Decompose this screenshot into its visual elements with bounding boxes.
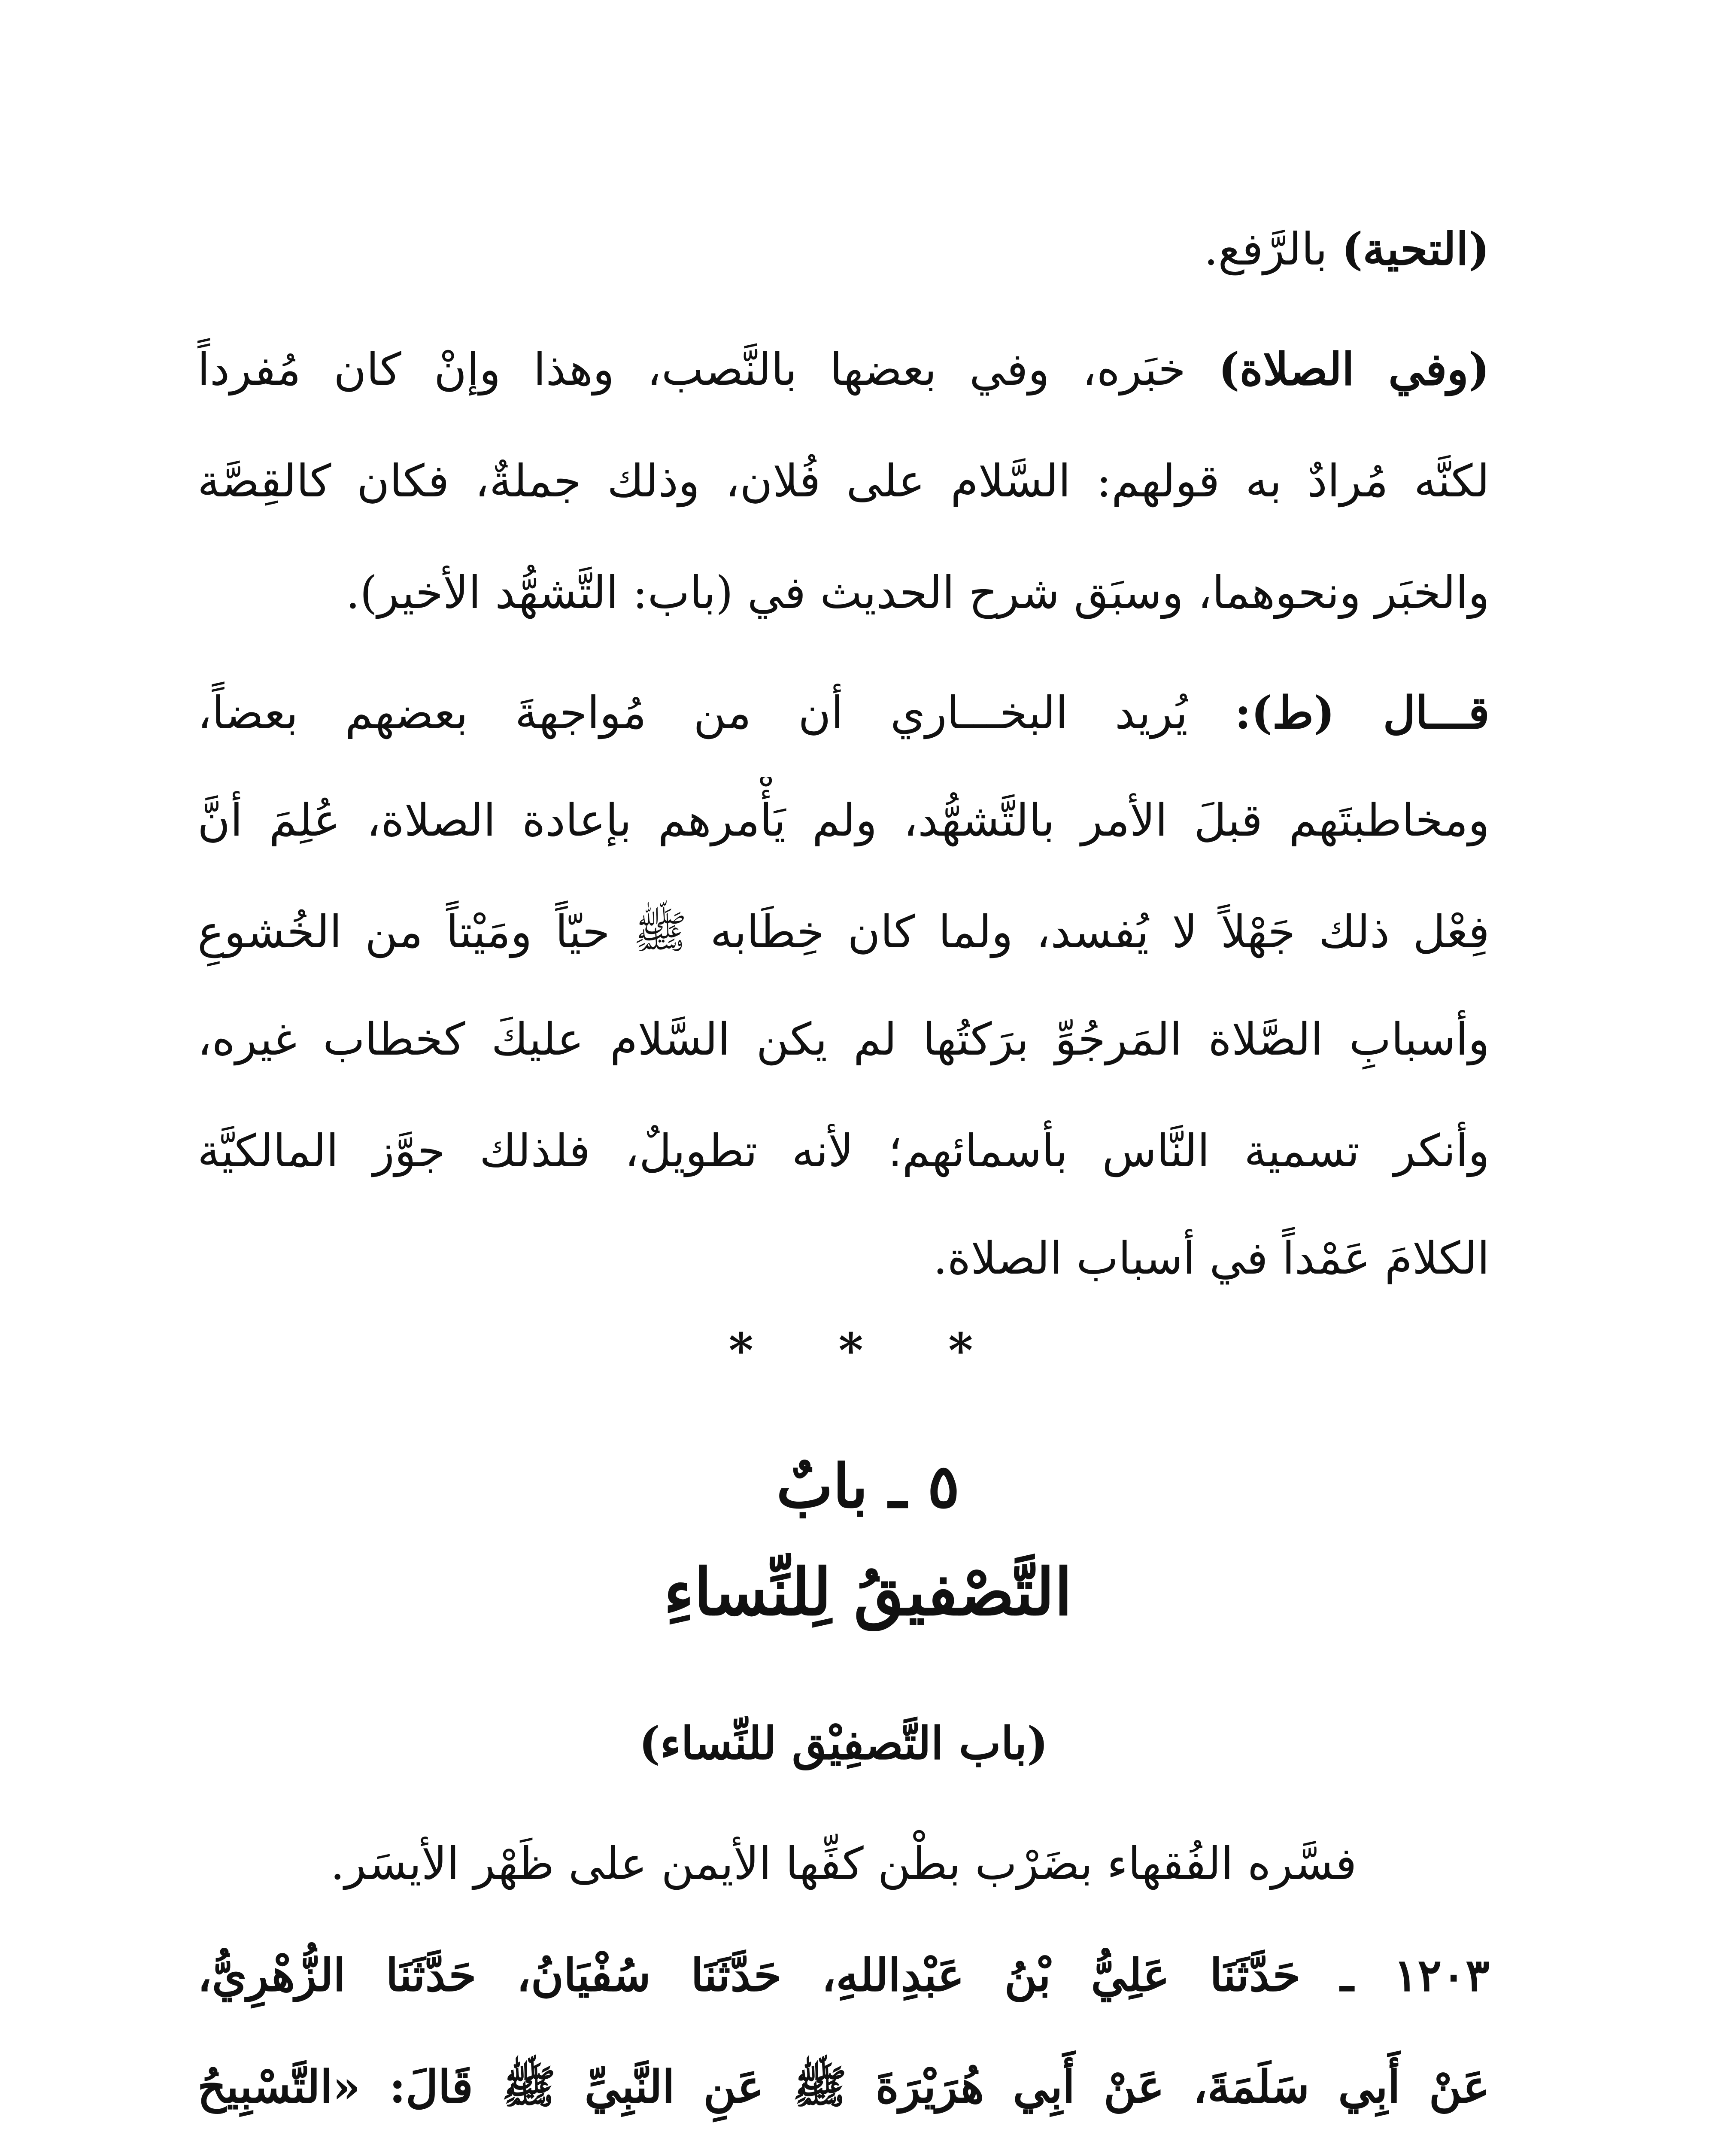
commentary-line-6: ومخاطبتَهم قبلَ الأمر بالتَّشهُّد، ولم يَأْمرهم بإعادة الصلاة، عُلِمَ أنَّ: [197, 794, 1490, 846]
commentary-line-10: الكلامَ عَمْداً في أسباب الصلاة.: [933, 1232, 1490, 1284]
commentary-line-5: قـــال (ط): يُريد البخـــاري أن من مُواجهةَ بعضهم بعضاً،: [197, 686, 1490, 739]
chapter-number: ٥ ـ بابٌ: [776, 1451, 960, 1522]
term-tahiyya: (التحية): [1341, 222, 1490, 275]
term-qala-ta: قـــال (ط):: [1235, 686, 1490, 739]
term-fi-alsalat: (وفي الصلاة): [1218, 343, 1490, 395]
section-heading: (باب التَّصفِيْق للنِّساء): [639, 1717, 1048, 1770]
hadith-line-1: ١٢٠٣ ـ حَدَّثَنَا عَلِيُّ بْنُ عَبْدِاللهِ، حَدَّثَنَا سُفْيَانُ، حَدَّثَنَا الزُّهْرِيُّ،: [197, 1949, 1490, 2001]
commentary-line-7: فِعْل ذلك جَهْلاً لا يُفسد، ولما كان خِطَابه ﷺ حيّاً ومَيْتاً من الخُشوعِ: [197, 906, 1490, 958]
hadith-line-2: عَنْ أَبِي سَلَمَةَ، عَنْ أَبِي هُرَيْرَةَ ﷺ عَنِ النَّبِيِّ ﷺ قَالَ: «التَّسْبِيحُ: [197, 2060, 1490, 2113]
commentary-line-1: (التحية) بالرَّفع.: [1204, 222, 1490, 275]
commentary-line-2: (وفي الصلاة) خبَره، وفي بعضها بالنَّصب، وهذا وإنْ كان مُفرداً: [197, 343, 1490, 395]
section-explanation: فسَّره الفُقهاء بضَرْب بطْن كفِّها الأيمن على ظَهْر الأيسَر.: [330, 1837, 1357, 1890]
commentary-line-8: وأسبابِ الصَّلاة المَرجُوِّ برَكتُها لم يكن السَّلام عليكَ كخطاب غيره،: [197, 1013, 1490, 1065]
commentary-line-4: والخبَر ونحوهما، وسبَق شرح الحديث في (باب: التَّشهُّد الأخير).: [346, 566, 1490, 619]
commentary-line-3: لكنَّه مُرادٌ به قولهم: السَّلام على فُلان، وذلك جملةٌ، فكان كالقِصَّة: [197, 455, 1490, 507]
commentary-line-9: وأنكر تسمية النَّاس بأسمائهم؛ لأنه تطويلٌ، فلذلك جوَّز المالكيَّة: [197, 1125, 1490, 1177]
chapter-title: التَّصْفيقُ لِلنِّساءِ: [664, 1554, 1072, 1630]
section-separator: * * *: [728, 1323, 1008, 1378]
